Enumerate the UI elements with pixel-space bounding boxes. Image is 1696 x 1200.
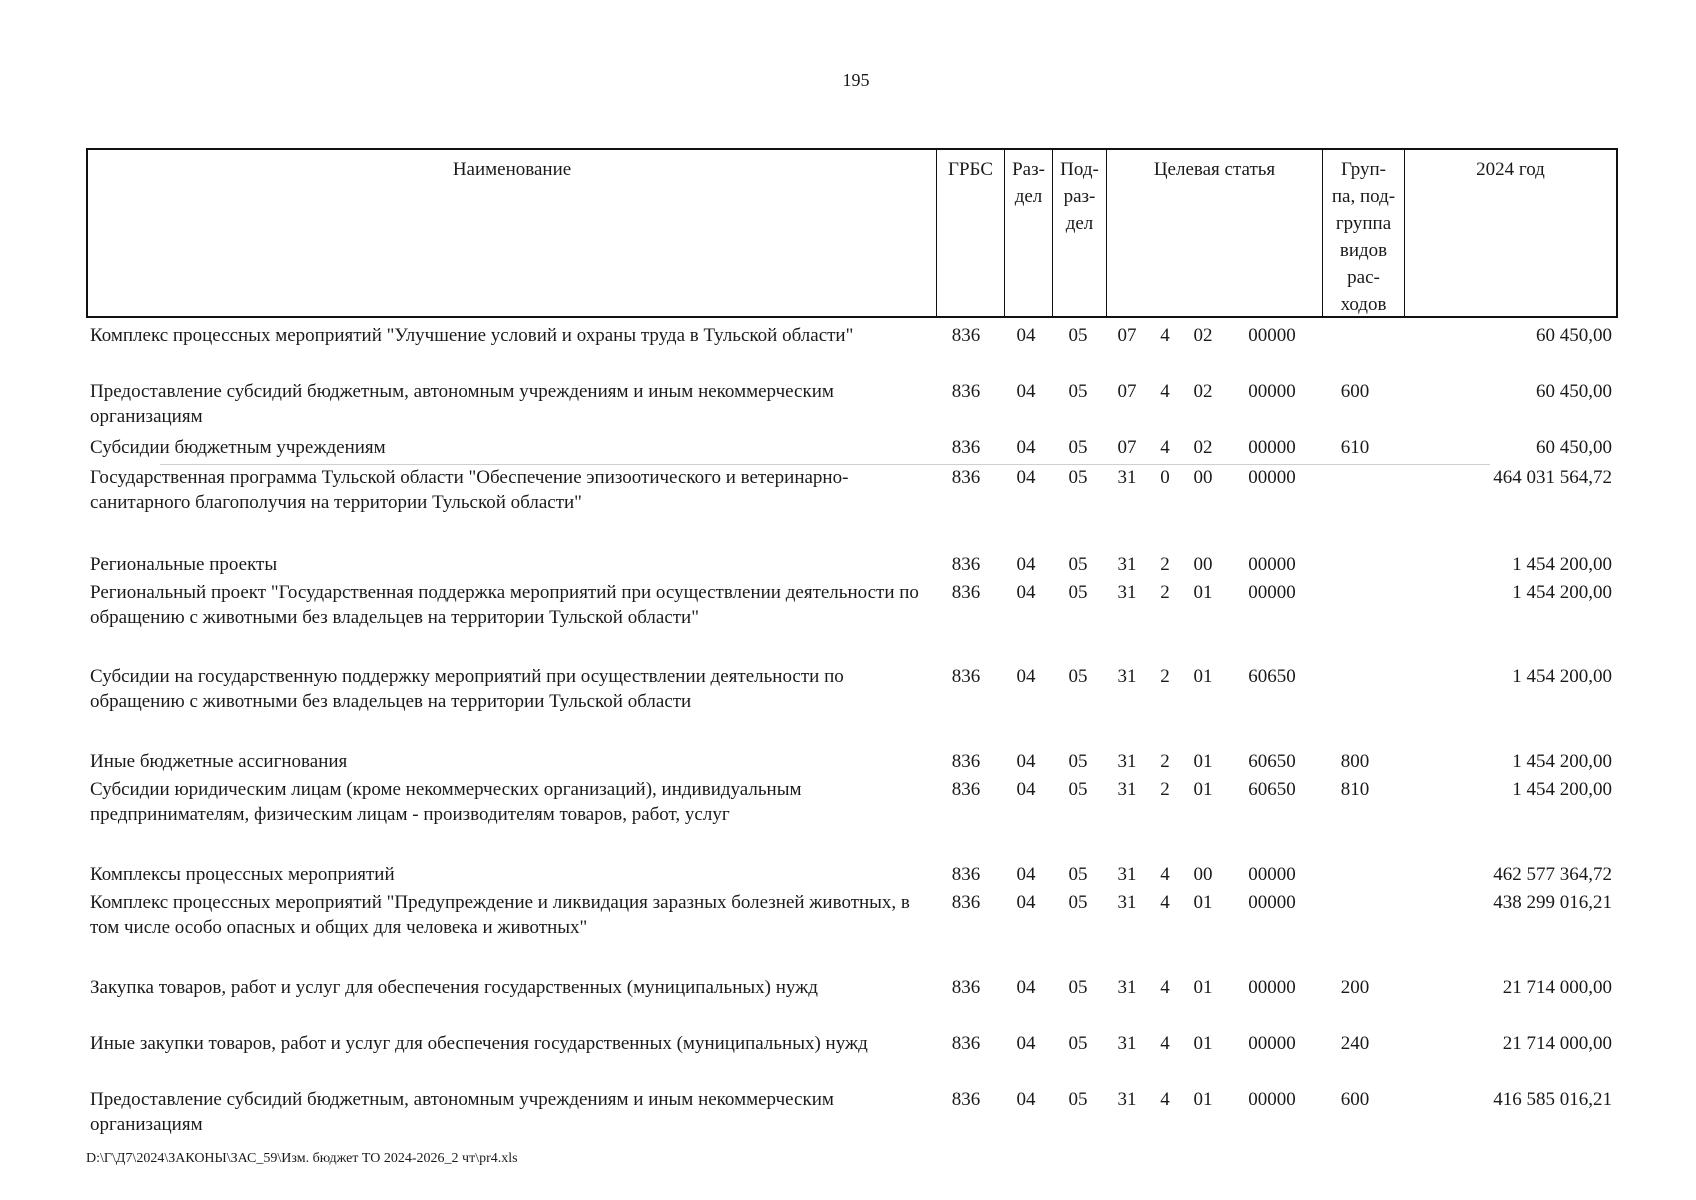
grbs-cell: 836 xyxy=(951,779,981,800)
amount-cell: 1 454 200,00 xyxy=(1512,779,1612,800)
target-subprogram-cell: 02 xyxy=(1193,325,1213,346)
page-number: 195 xyxy=(842,70,870,90)
razdel-cell: 04 xyxy=(1016,467,1036,488)
header-grbs: ГРБС xyxy=(936,150,1004,316)
footer-path: D:\Г\Д7\2024\ЗАКОНЫ\ЗАС_59\Изм. бюджет ТО 2024-2026_2 чт\pr4.xls xyxy=(86,1151,518,1166)
target-subprogram-cell: 01 xyxy=(1193,582,1213,603)
podrazdel-cell: 05 xyxy=(1068,467,1088,488)
row-name: Закупка товаров, работ и услуг для обеспечения государственных (муниципальных) нужд xyxy=(90,977,818,998)
target-type-cell: 4 xyxy=(1160,864,1170,885)
target-program-cell: 31 xyxy=(1117,582,1137,603)
target-type-cell: 0 xyxy=(1160,467,1170,488)
grbs-cell: 836 xyxy=(951,977,981,998)
grbs-cell: 836 xyxy=(951,381,981,402)
target-type-cell: 4 xyxy=(1160,1089,1170,1110)
podrazdel-cell: 05 xyxy=(1068,437,1088,458)
target-direction-cell: 00000 xyxy=(1248,582,1296,603)
group-cell: 600 xyxy=(1340,381,1370,402)
target-program-cell: 31 xyxy=(1117,554,1137,575)
target-direction-cell: 00000 xyxy=(1248,864,1296,885)
target-program-cell: 31 xyxy=(1117,1089,1137,1110)
target-type-cell: 4 xyxy=(1160,325,1170,346)
group-cell: 200 xyxy=(1340,977,1370,998)
target-direction-cell: 00000 xyxy=(1248,467,1296,488)
podrazdel-cell: 05 xyxy=(1068,892,1088,913)
podrazdel-cell: 05 xyxy=(1068,1089,1088,1110)
podrazdel-cell: 05 xyxy=(1068,751,1088,772)
row-name: Комплексы процессных мероприятий xyxy=(90,864,395,885)
target-program-cell: 31 xyxy=(1117,892,1137,913)
group-cell: 240 xyxy=(1340,1033,1370,1054)
grbs-cell: 836 xyxy=(951,1089,981,1110)
row-name: Иные бюджетные ассигнования xyxy=(90,751,348,772)
target-subprogram-cell: 01 xyxy=(1193,977,1213,998)
razdel-cell: 04 xyxy=(1016,381,1036,402)
target-type-cell: 4 xyxy=(1160,977,1170,998)
group-cell: 800 xyxy=(1340,751,1370,772)
row-name: Региональный проект "Государственная поддержка мероприятий при осуществлении деятельности по обращению с животными без владельцев на территории Тульской области" xyxy=(90,582,919,628)
target-type-cell: 4 xyxy=(1160,381,1170,402)
header-year: 2024 год xyxy=(1404,150,1616,316)
podrazdel-cell: 05 xyxy=(1068,779,1088,800)
grbs-cell: 836 xyxy=(951,666,981,687)
target-type-cell: 4 xyxy=(1160,437,1170,458)
razdel-cell: 04 xyxy=(1016,751,1036,772)
target-program-cell: 31 xyxy=(1117,467,1137,488)
target-program-cell: 31 xyxy=(1117,864,1137,885)
target-direction-cell: 60650 xyxy=(1248,666,1296,687)
grbs-cell: 836 xyxy=(951,864,981,885)
target-type-cell: 2 xyxy=(1160,751,1170,772)
target-subprogram-cell: 01 xyxy=(1193,1033,1213,1054)
header-name: Наименование xyxy=(452,159,572,180)
target-direction-cell: 60650 xyxy=(1248,779,1296,800)
row-name: Субсидии юридическим лицам (кроме некоммерческих организаций), индивидуальным предпринимателям, физическим лицам - производителям товаров, работ, услуг xyxy=(90,779,802,825)
target-program-cell: 31 xyxy=(1117,1033,1137,1054)
podrazdel-cell: 05 xyxy=(1068,325,1088,346)
target-direction-cell: 60650 xyxy=(1248,751,1296,772)
razdel-cell: 04 xyxy=(1016,582,1036,603)
row-name: Иные закупки товаров, работ и услуг для обеспечения государственных (муниципальных) нужд xyxy=(90,1033,868,1054)
amount-cell: 21 714 000,00 xyxy=(1502,977,1612,998)
row-name: Предоставление субсидий бюджетным, автономным учреждениям и иным некоммерческим организациям xyxy=(90,1089,834,1135)
target-program-cell: 31 xyxy=(1117,779,1137,800)
target-direction-cell: 00000 xyxy=(1248,381,1296,402)
grbs-cell: 836 xyxy=(951,1033,981,1054)
row-name: Субсидии на государственную поддержку мероприятий при осуществлении деятельности по обращению с животными без владельцев на территории Тульской области xyxy=(90,666,844,712)
amount-cell: 60 450,00 xyxy=(1536,437,1612,458)
row-name: Предоставление субсидий бюджетным, автономным учреждениям и иным некоммерческим организациям xyxy=(90,381,834,427)
grbs-cell: 836 xyxy=(951,467,981,488)
target-program-cell: 07 xyxy=(1117,381,1137,402)
razdel-cell: 04 xyxy=(1016,779,1036,800)
amount-cell: 1 454 200,00 xyxy=(1512,582,1612,603)
table-header xyxy=(86,148,1618,318)
group-cell: 600 xyxy=(1340,1089,1370,1110)
header-group: Груп- па, под- группа видов рас- ходов xyxy=(1322,150,1404,316)
row-name: Комплекс процессных мероприятий "Улучшение условий и охраны труда в Тульской области" xyxy=(90,325,854,346)
amount-cell: 1 454 200,00 xyxy=(1512,751,1612,772)
target-subprogram-cell: 00 xyxy=(1193,864,1213,885)
razdel-cell: 04 xyxy=(1016,554,1036,575)
target-subprogram-cell: 02 xyxy=(1193,437,1213,458)
podrazdel-cell: 05 xyxy=(1068,977,1088,998)
grbs-cell: 836 xyxy=(951,582,981,603)
row-name: Региональные проекты xyxy=(90,554,278,575)
target-direction-cell: 00000 xyxy=(1248,892,1296,913)
header-target: Целевая статья xyxy=(1106,150,1322,316)
target-program-cell: 07 xyxy=(1117,437,1137,458)
target-direction-cell: 00000 xyxy=(1248,977,1296,998)
target-subprogram-cell: 01 xyxy=(1193,1089,1213,1110)
razdel-cell: 04 xyxy=(1016,1089,1036,1110)
target-type-cell: 4 xyxy=(1160,1033,1170,1054)
target-type-cell: 2 xyxy=(1160,582,1170,603)
podrazdel-cell: 05 xyxy=(1068,554,1088,575)
target-type-cell: 2 xyxy=(1160,779,1170,800)
header-podrazdel: Под- раз- дел xyxy=(1052,150,1106,316)
amount-cell: 1 454 200,00 xyxy=(1512,666,1612,687)
target-subprogram-cell: 01 xyxy=(1193,751,1213,772)
target-program-cell: 31 xyxy=(1117,751,1137,772)
target-direction-cell: 00000 xyxy=(1248,1033,1296,1054)
target-subprogram-cell: 01 xyxy=(1193,666,1213,687)
amount-cell: 1 454 200,00 xyxy=(1512,554,1612,575)
podrazdel-cell: 05 xyxy=(1068,1033,1088,1054)
podrazdel-cell: 05 xyxy=(1068,381,1088,402)
razdel-cell: 04 xyxy=(1016,1033,1036,1054)
target-program-cell: 31 xyxy=(1117,666,1137,687)
grbs-cell: 836 xyxy=(951,554,981,575)
amount-cell: 464 031 564,72 xyxy=(1493,467,1612,488)
amount-cell: 60 450,00 xyxy=(1536,381,1612,402)
grbs-cell: 836 xyxy=(951,325,981,346)
target-subprogram-cell: 00 xyxy=(1193,467,1213,488)
amount-cell: 60 450,00 xyxy=(1536,325,1612,346)
amount-cell: 21 714 000,00 xyxy=(1502,1033,1612,1054)
razdel-cell: 04 xyxy=(1016,977,1036,998)
target-subprogram-cell: 01 xyxy=(1193,892,1213,913)
target-type-cell: 2 xyxy=(1160,554,1170,575)
target-type-cell: 2 xyxy=(1160,666,1170,687)
target-program-cell: 31 xyxy=(1117,977,1137,998)
razdel-cell: 04 xyxy=(1016,666,1036,687)
razdel-cell: 04 xyxy=(1016,437,1036,458)
razdel-cell: 04 xyxy=(1016,325,1036,346)
target-program-cell: 07 xyxy=(1117,325,1137,346)
row-name: Комплекс процессных мероприятий "Предупреждение и ликвидация заразных болезней животных, в том числе особо опасных и общих для человека и животных" xyxy=(90,892,910,938)
grbs-cell: 836 xyxy=(951,437,981,458)
razdel-cell: 04 xyxy=(1016,864,1036,885)
target-direction-cell: 00000 xyxy=(1248,554,1296,575)
row-name: Субсидии бюджетным учреждениям xyxy=(90,437,386,458)
podrazdel-cell: 05 xyxy=(1068,864,1088,885)
target-direction-cell: 00000 xyxy=(1248,1089,1296,1110)
target-subprogram-cell: 02 xyxy=(1193,381,1213,402)
row-name: Государственная программа Тульской области "Обеспечение эпизоотического и ветеринарно-санитарного благополучия на территории Тульской области" xyxy=(90,467,849,513)
header-razdel: Раз- дел xyxy=(1004,150,1052,316)
amount-cell: 462 577 364,72 xyxy=(1493,864,1612,885)
target-direction-cell: 00000 xyxy=(1248,437,1296,458)
podrazdel-cell: 05 xyxy=(1068,582,1088,603)
target-type-cell: 4 xyxy=(1160,892,1170,913)
amount-cell: 416 585 016,21 xyxy=(1493,1089,1612,1110)
target-direction-cell: 00000 xyxy=(1248,325,1296,346)
group-cell: 610 xyxy=(1340,437,1370,458)
target-subprogram-cell: 01 xyxy=(1193,779,1213,800)
grbs-cell: 836 xyxy=(951,751,981,772)
amount-cell: 438 299 016,21 xyxy=(1493,892,1612,913)
razdel-cell: 04 xyxy=(1016,892,1036,913)
grbs-cell: 836 xyxy=(951,892,981,913)
group-cell: 810 xyxy=(1340,779,1370,800)
target-subprogram-cell: 00 xyxy=(1193,554,1213,575)
podrazdel-cell: 05 xyxy=(1068,666,1088,687)
